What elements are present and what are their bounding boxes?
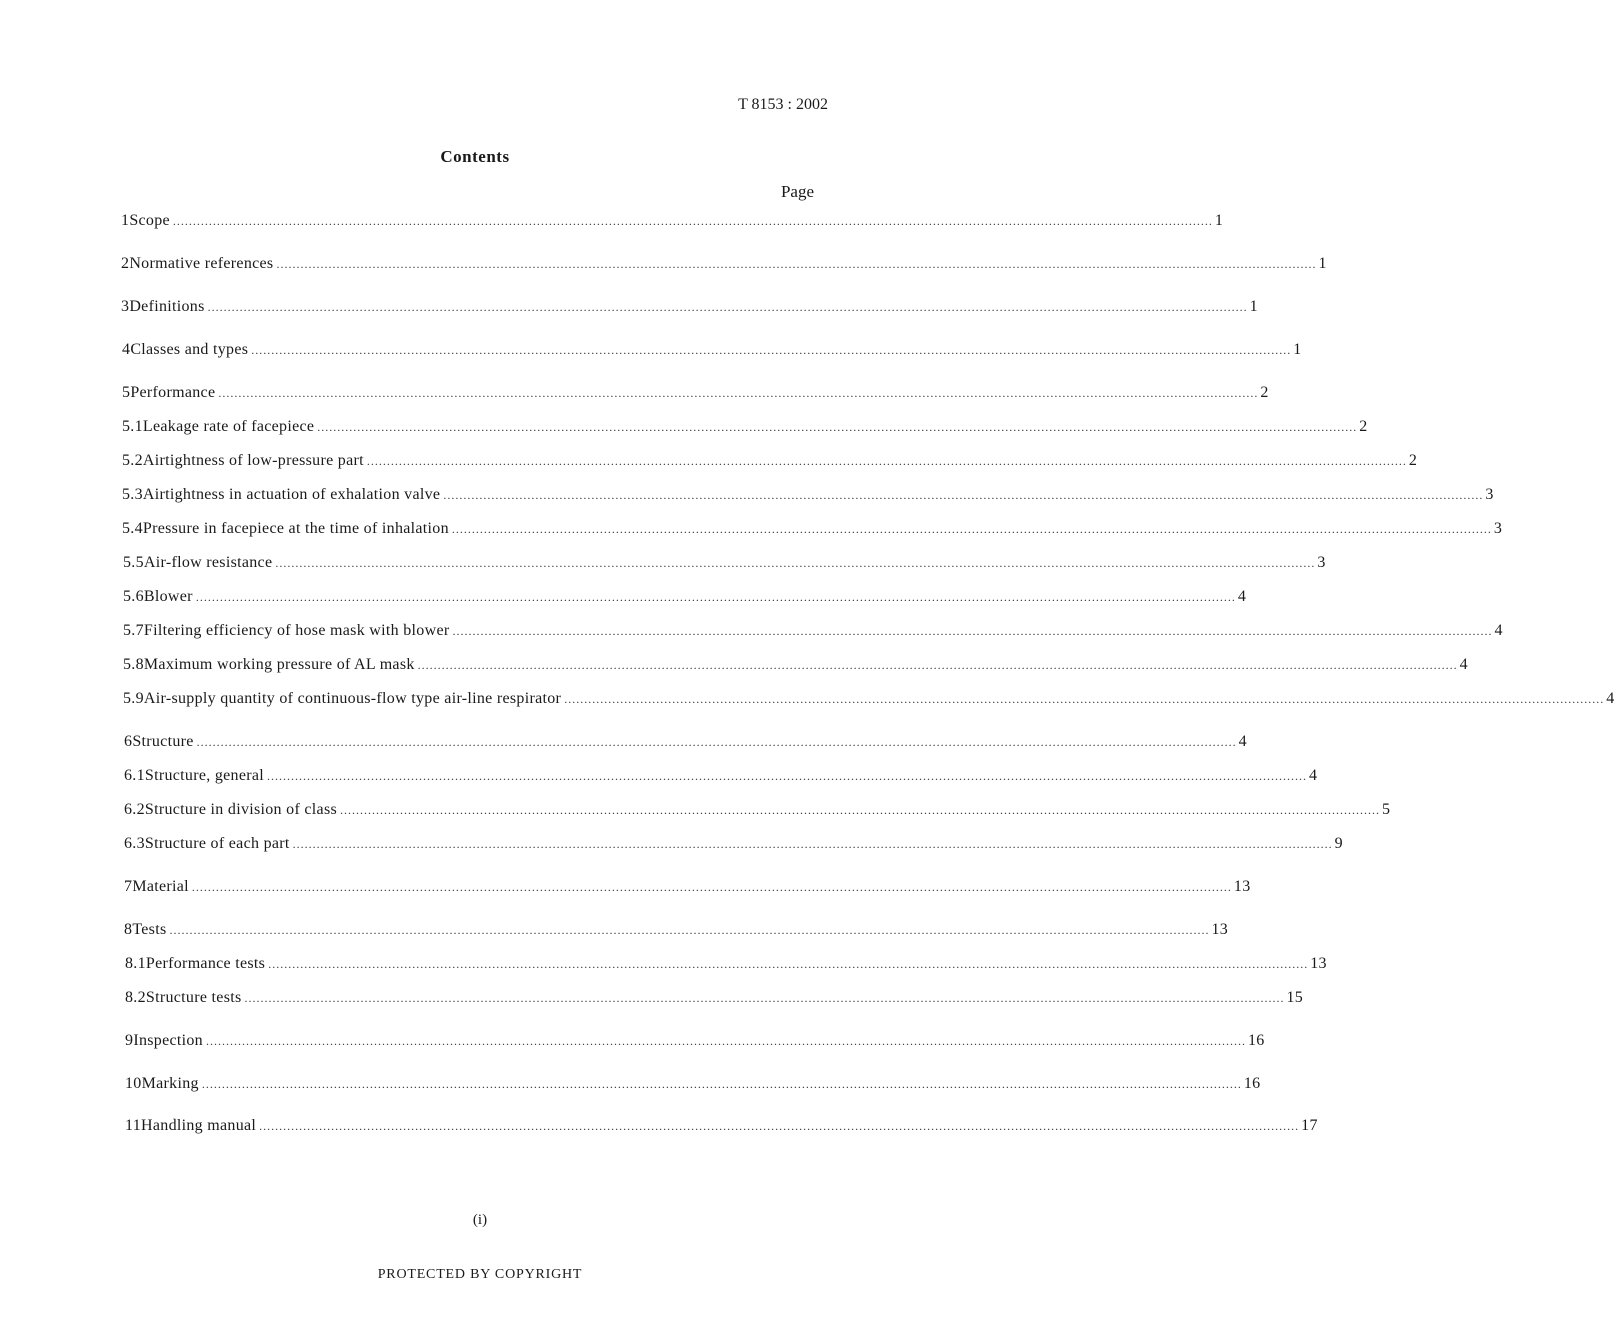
toc-entry[interactable] — [123, 554, 1326, 576]
toc-entry-title: Structure, general — [144, 767, 265, 784]
toc-entry[interactable] — [124, 733, 1247, 755]
toc-dot-leader: .................................................................................................................................................................................................................................................................... — [276, 257, 1317, 271]
toc-entry-title: Handling manual — [141, 1117, 257, 1134]
toc-entry[interactable] — [122, 341, 1302, 363]
page-column-label: Page — [780, 182, 814, 201]
toc-entry-page: 3 — [1485, 486, 1494, 503]
toc-entry-title: Air-flow resistance — [143, 554, 273, 571]
toc-dot-leader: .................................................................................................................................................................................................................................................................... — [251, 343, 1292, 357]
toc-entry[interactable] — [123, 690, 1615, 712]
toc-entry[interactable] — [125, 989, 1304, 1011]
toc-entry-number: 9 — [125, 1032, 134, 1049]
toc-dot-leader: .................................................................................................................................................................................................................................................................... — [195, 590, 1236, 604]
toc-entry[interactable] — [124, 835, 1343, 857]
toc-entry-number: 8 — [124, 921, 133, 938]
toc-entry-page: 4 — [1309, 767, 1318, 784]
toc-dot-leader: .................................................................................................................................................................................................................................................................... — [452, 624, 1493, 638]
toc-entry-title: Blower — [143, 588, 193, 605]
toc-entry-title: Normative references — [129, 255, 274, 272]
toc-dot-leader: .................................................................................................................................................................................................................................................................... — [292, 837, 1333, 851]
toc-dot-leader: .................................................................................................................................................................................................................................................................... — [201, 1077, 1242, 1091]
toc-entry-title: Airtightness of low-pressure part — [142, 452, 364, 469]
toc-entry-page: 16 — [1247, 1032, 1265, 1049]
toc-entry-title: Scope — [129, 212, 170, 229]
toc-entry-title: Airtightness in actuation of exhalation valve — [142, 486, 441, 503]
toc-dot-leader: .................................................................................................................................................................................................................................................................... — [259, 1119, 1300, 1133]
toc-entry-page: 1 — [1293, 341, 1302, 358]
toc-dot-leader: .................................................................................................................................................................................................................................................................... — [451, 522, 1492, 536]
toc-entry-number: 5.8 — [123, 656, 144, 673]
toc-entry[interactable] — [124, 801, 1391, 823]
toc-entry[interactable] — [125, 1117, 1318, 1139]
contents-title: Contents — [440, 147, 510, 166]
toc-entry[interactable] — [123, 656, 1468, 678]
toc-entry-number: 5 — [122, 384, 131, 401]
toc-entry-page: 16 — [1243, 1075, 1261, 1092]
toc-entry-title: Inspection — [133, 1032, 203, 1049]
toc-entry-number: 2 — [121, 255, 130, 272]
toc-entry[interactable] — [125, 1032, 1265, 1054]
toc-entry-number: 8.1 — [125, 955, 146, 972]
toc-entry-title: Classes and types — [130, 341, 249, 358]
toc-entry-page: 4 — [1459, 656, 1468, 673]
toc-entry-page: 4 — [1237, 588, 1247, 605]
toc-entry-page: 2 — [1408, 452, 1418, 469]
toc-entry-number: 4 — [122, 341, 131, 358]
toc-entry-page: 17 — [1301, 1117, 1318, 1134]
toc-entry-page: 4 — [1238, 733, 1247, 750]
toc-entry[interactable] — [125, 1075, 1261, 1097]
toc-entry[interactable] — [123, 622, 1503, 644]
toc-entry-number: 6.2 — [124, 801, 145, 818]
toc-dot-leader: .................................................................................................................................................................................................................................................................... — [267, 769, 1308, 783]
toc-entry-number: 5.3 — [122, 486, 143, 503]
toc-entry-title: Air-supply quantity of continuous-flow type air-line respirator — [143, 690, 562, 707]
toc-entry[interactable] — [124, 921, 1229, 943]
toc-entry-number: 5.5 — [123, 554, 144, 571]
toc-entry-number: 7 — [124, 878, 133, 895]
toc-entry-page: 3 — [1317, 554, 1326, 571]
toc-entry[interactable] — [121, 255, 1327, 277]
toc-dot-leader: .................................................................................................................................................................................................................................................................... — [564, 692, 1605, 706]
toc-entry-number: 6.3 — [124, 835, 145, 852]
toc-entry-number: 1 — [121, 212, 130, 229]
toc-entry-title: Structure of each part — [144, 835, 290, 852]
toc-entry-page: 13 — [1233, 878, 1251, 895]
toc-entry-title: Structure in division of class — [144, 801, 337, 818]
toc-entry-title: Material — [132, 878, 189, 895]
toc-entry-number: 8.2 — [125, 989, 146, 1006]
toc-entry[interactable] — [121, 298, 1258, 320]
toc-entry-title: Structure — [132, 733, 194, 750]
toc-entry-title: Tests — [132, 921, 167, 938]
toc-entry-page: 5 — [1382, 801, 1391, 818]
toc-entry-number: 5.2 — [122, 452, 143, 469]
toc-dot-leader: .................................................................................................................................................................................................................................................................... — [443, 488, 1484, 502]
toc-entry[interactable] — [124, 767, 1318, 789]
toc-entry[interactable] — [122, 418, 1368, 440]
toc-entry-page: 3 — [1493, 520, 1503, 537]
toc-entry-page: 4 — [1606, 690, 1615, 707]
toc-dot-leader: .................................................................................................................................................................................................................................................................... — [244, 991, 1285, 1005]
toc-entry-number: 5.4 — [122, 520, 143, 537]
toc-entry-number: 5.7 — [123, 622, 144, 639]
toc-entry-number: 5.9 — [123, 690, 144, 707]
toc-entry-title: Maximum working pressure of AL mask — [143, 656, 415, 673]
toc-dot-leader: .................................................................................................................................................................................................................................................................... — [196, 735, 1237, 749]
toc-entry-number: 6 — [124, 733, 133, 750]
toc-entry-page: 1 — [1249, 298, 1258, 315]
toc-entry[interactable] — [122, 384, 1269, 406]
toc-entry-number: 3 — [121, 298, 130, 315]
toc-dot-leader: .................................................................................................................................................................................................................................................................... — [417, 658, 1458, 672]
toc-dot-leader: .................................................................................................................................................................................................................................................................... — [205, 1034, 1246, 1048]
toc-entry-number: 11 — [125, 1117, 142, 1134]
toc-dot-leader: .................................................................................................................................................................................................................................................................... — [268, 957, 1309, 971]
toc-entry-number: 5.1 — [122, 418, 143, 435]
standard-code: T 8153 : 2002 — [738, 96, 828, 113]
toc-dot-leader: .................................................................................................................................................................................................................................................................... — [207, 300, 1248, 314]
toc-entry-title: Performance — [130, 384, 216, 401]
toc-entry-title: Filtering efficiency of hose mask with blower — [143, 622, 450, 639]
toc-dot-leader: .................................................................................................................................................................................................................................................................... — [340, 803, 1380, 817]
toc-dot-leader: .................................................................................................................................................................................................................................................................... — [172, 214, 1213, 228]
toc-entry[interactable] — [122, 486, 1494, 508]
toc-dot-leader: .................................................................................................................................................................................................................................................................... — [275, 556, 1316, 570]
toc-dot-leader: .................................................................................................................................................................................................................................................................... — [169, 923, 1210, 937]
toc-entry[interactable] — [125, 955, 1327, 977]
footer-page-number: (i) — [472, 1212, 488, 1228]
toc-entry-title: Performance tests — [145, 955, 266, 972]
toc-entry-number: 5.6 — [123, 588, 144, 605]
toc-entry-page: 15 — [1286, 989, 1304, 1006]
toc-entry-number: 6.1 — [124, 767, 145, 784]
toc-entry-title: Marking — [141, 1075, 199, 1092]
toc-entry-page: 13 — [1211, 921, 1229, 938]
toc-entry-page: 1 — [1318, 255, 1327, 272]
toc-entry-page: 2 — [1260, 384, 1269, 401]
toc-dot-leader: .................................................................................................................................................................................................................................................................... — [191, 880, 1232, 894]
toc-dot-leader: .................................................................................................................................................................................................................................................................... — [317, 420, 1358, 434]
toc-entry-title: Leakage rate of facepiece — [142, 418, 315, 435]
toc-entry-page: 4 — [1494, 622, 1503, 639]
footer-copyright: PROTECTED BY COPYRIGHT — [377, 1267, 583, 1282]
toc-entry-page: 2 — [1359, 418, 1368, 435]
toc-dot-leader: .................................................................................................................................................................................................................................................................... — [218, 386, 1259, 400]
toc-entry-title: Definitions — [129, 298, 205, 315]
toc-entry-title: Structure tests — [145, 989, 242, 1006]
toc-entry-page: 1 — [1214, 212, 1224, 229]
toc-entry[interactable] — [122, 520, 1503, 542]
toc-entry-page: 13 — [1310, 955, 1327, 972]
toc-entry-page: 9 — [1334, 835, 1343, 852]
toc-entry-title: Pressure in facepiece at the time of inhalation — [142, 520, 449, 537]
toc-entry[interactable] — [123, 588, 1247, 610]
toc-entry-number: 10 — [125, 1075, 142, 1092]
toc-dot-leader: .................................................................................................................................................................................................................................................................... — [366, 454, 1407, 468]
toc-entry[interactable] — [122, 452, 1418, 474]
toc-entry[interactable] — [121, 212, 1224, 234]
toc-entry[interactable] — [124, 878, 1251, 900]
